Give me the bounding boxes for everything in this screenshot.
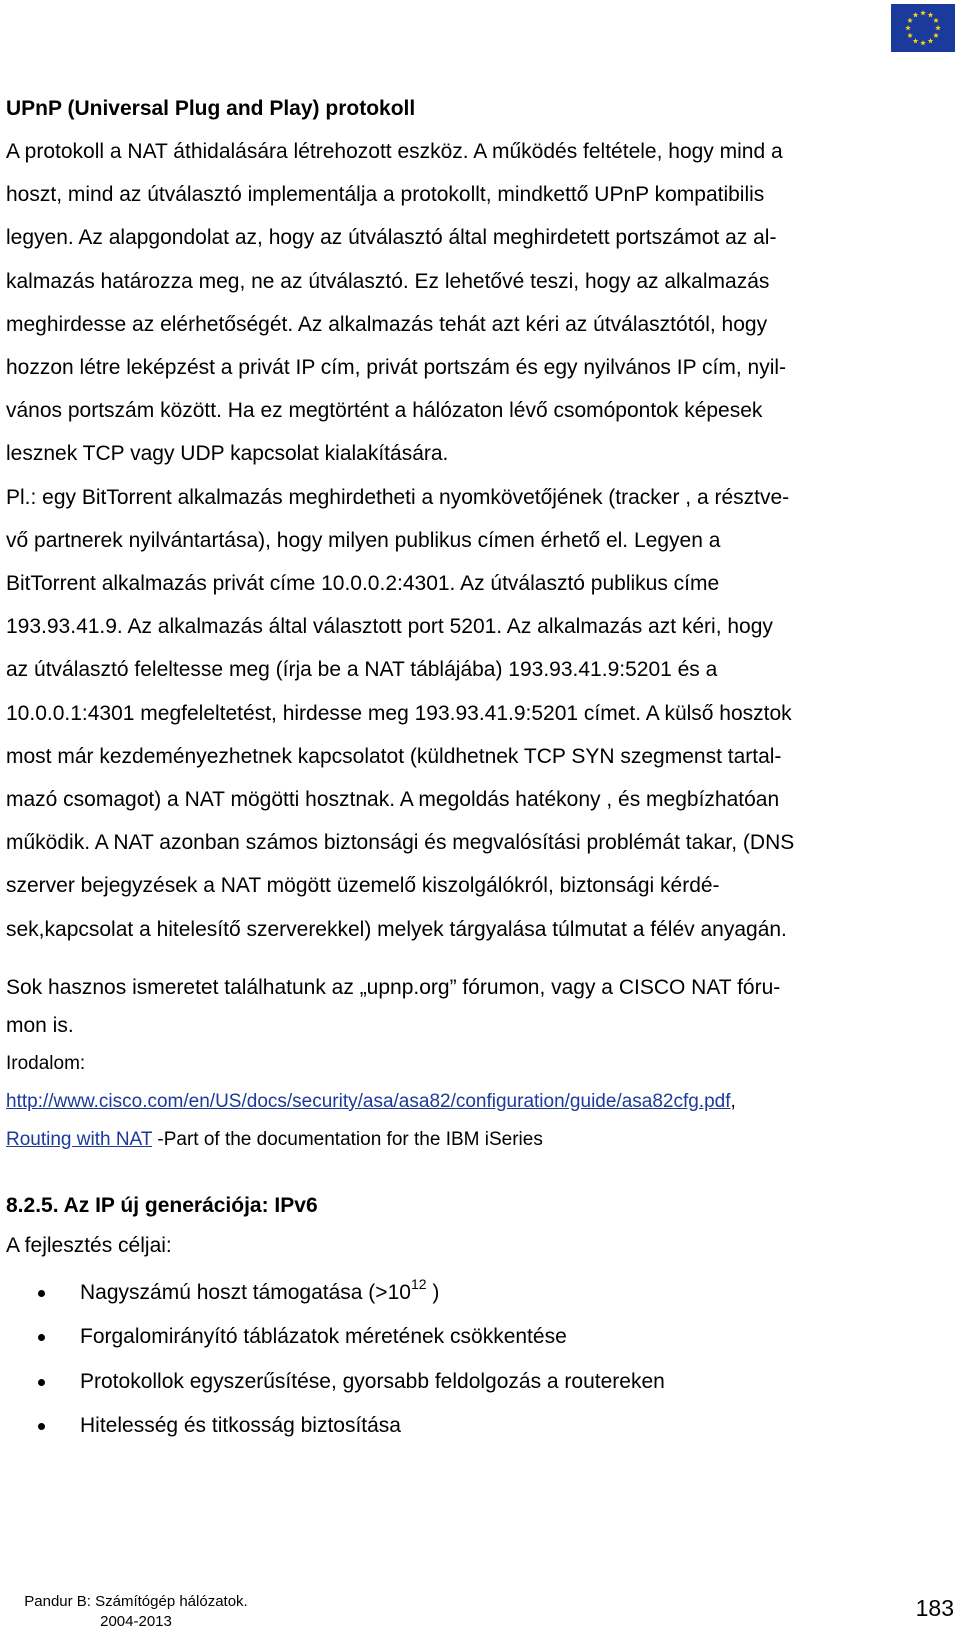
footer-years: 2004-2013	[100, 1613, 172, 1630]
goal-superscript: 12	[410, 1275, 427, 1292]
text-line: hoszt, mind az útválasztó implementálja a protokollt, mindkettő UPnP kompatibilis	[6, 183, 765, 207]
ipv6-heading: 8.2.5. Az IP új generációja: IPv6	[6, 1193, 318, 1217]
text-line: az útválasztó feleltesse meg (írja be a NAT táblájába) 193.93.41.9:5201 és a	[6, 658, 718, 682]
literature-label: Irodalom:	[6, 1052, 86, 1074]
footer-credit	[6, 1592, 266, 1632]
footer-author: Pandur B: Számítógép hálózatok.	[24, 1593, 248, 1610]
list-item	[6, 1360, 956, 1405]
text-line: 10.0.0.1:4301 megfeleltetést, hirdesse meg 193.93.41.9:5201 címet. A külső hosztok	[6, 701, 792, 725]
text-line: legyen. Az alapgondolat az, hogy az útválasztó által meghirdetett portszámot az al-	[6, 226, 777, 250]
cisco-docs-link[interactable]: http://www.cisco.com/en/US/docs/security/asa/asa82/configuration/guide/asa82cfg.pdf	[6, 1090, 731, 1112]
link-description: -Part of the documentation for the IBM iSeries	[152, 1128, 543, 1150]
text-line: vő partnerek nyilvántartása), hogy milyen publikus címen érhető el. Legyen a	[6, 528, 721, 552]
text-line: meghirdesse az elérhetőségét. Az alkalmazás tehát azt kéri az útválasztótól, hogy	[6, 312, 768, 336]
text-line: hozzon létre leképzést a privát IP cím, privát portszám és egy nyilvános IP cím, nyil-	[6, 356, 787, 380]
tips-paragraph	[6, 969, 956, 1045]
bullet-icon	[38, 1334, 45, 1341]
text-line: sek,kapcsolat a hitelesítő szerverekkel) melyek tárgyalása túlmutat a félév anyagán.	[6, 917, 787, 941]
routing-with-nat-link[interactable]: Routing with NAT	[6, 1128, 153, 1150]
literature-line-2	[6, 1121, 956, 1159]
text-line: mon is.	[6, 1013, 74, 1037]
literature-line-1	[6, 1083, 956, 1121]
text-line: most már kezdeményezhetnek kapcsolatot (küldhetnek TCP SYN szegmenst tartal-	[6, 744, 782, 768]
text-line: szerver bejegyzések a NAT mögött üzemelő kiszolgálókról, biztonsági kérdé-	[6, 874, 720, 898]
bullet-icon	[38, 1423, 45, 1430]
text-line: lesznek TCP vagy UDP kapcsolat kialakítására.	[6, 442, 449, 466]
link-separator: ,	[730, 1090, 736, 1112]
text-line: működik. A NAT azonban számos biztonsági és megvalósítási problémát takar, (DNS	[6, 831, 795, 855]
goal-text: Nagyszámú hoszt támogatása (>10	[80, 1280, 411, 1304]
goal-text-suffix: )	[426, 1280, 440, 1304]
text-line: Pl.: egy BitTorrent alkalmazás meghirdetheti a nyomkövetőjének (tracker , a résztve-	[6, 485, 790, 509]
text-line: mazó csomagot) a NAT mögötti hosztnak. A megoldás hatékony , és megbízhatóan	[6, 788, 780, 812]
page-number: 183	[915, 1595, 954, 1621]
upnp-heading: UPnP (Universal Plug and Play) protokoll	[6, 97, 416, 120]
ipv6-intro: A fejlesztés céljai:	[6, 1233, 172, 1257]
bullet-icon	[38, 1379, 45, 1386]
text-line: vános portszám között. Ha ez megtörtént a hálózaton lévő csomópontok képesek	[6, 399, 763, 423]
goal-text: Hitelesség és titkosság biztosítása	[80, 1414, 401, 1438]
goal-text: Protokollok egyszerűsítése, gyorsabb feldolgozás a routereken	[80, 1369, 665, 1393]
list-item	[6, 1404, 956, 1449]
text-line: Sok hasznos ismeretet találhatunk az „upnp.org” fórumon, vagy a CISCO NAT fóru-	[6, 975, 781, 999]
upnp-body	[6, 130, 956, 951]
page-content	[6, 88, 956, 1449]
goals-list	[6, 1271, 956, 1449]
list-item	[6, 1271, 956, 1316]
text-line: A protokoll a NAT áthidalására létrehozott eszköz. A működés feltétele, hogy mind a	[6, 140, 783, 163]
text-line: kalmazás határozza meg, ne az útválasztó. Ez lehetővé teszi, hogy az alkalmazás	[6, 269, 770, 293]
list-item	[6, 1315, 956, 1360]
goal-text: Forgalomirányító táblázatok méretének csökkentése	[80, 1325, 567, 1349]
text-line: 193.93.41.9. Az alkalmazás által választott port 5201. Az alkalmazás azt kéri, hogy	[6, 615, 773, 639]
eu-flag-icon	[891, 4, 955, 52]
text-line: BitTorrent alkalmazás privát címe 10.0.0.2:4301. Az útválasztó publikus címe	[6, 572, 720, 596]
bullet-icon	[38, 1290, 45, 1297]
